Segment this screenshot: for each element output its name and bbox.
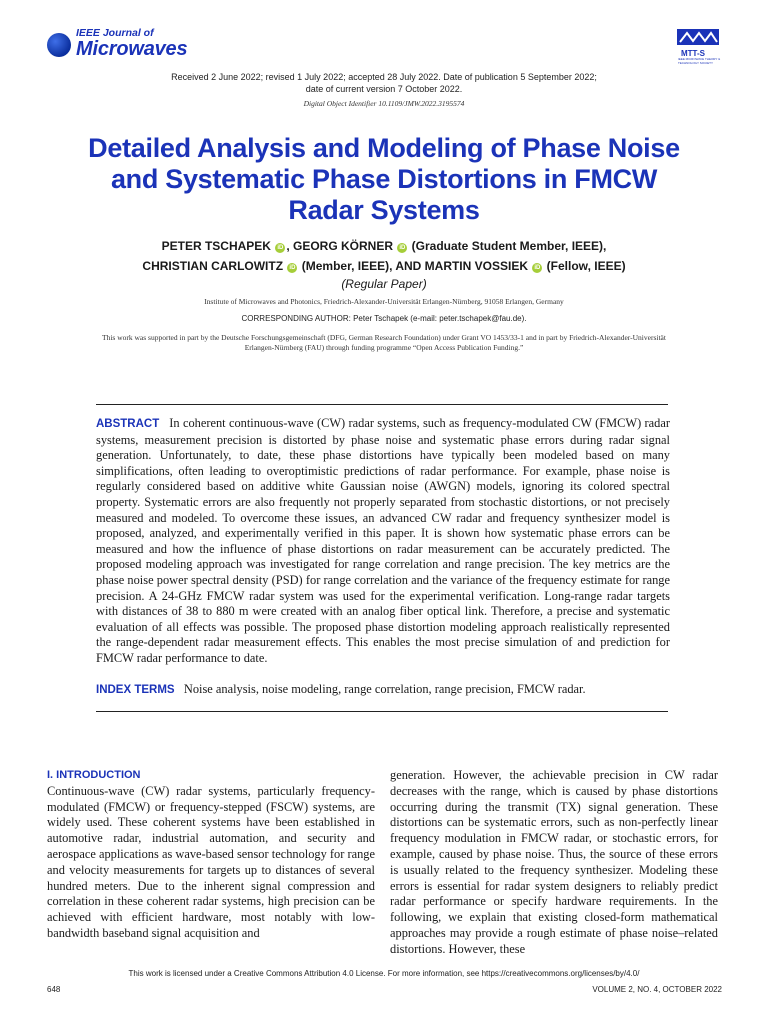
abstract-text: In coherent continuous-wave (CW) radar systems, such as frequency-modulated CW (FMCW) radar systems, measurement precision is distorted by phase noise and systematic phase errors during radar signal generation. Unfortunately, to date, these phase distortions have typically been modeled based on many simplifications, often leading to overoptimistic predictions of radar performance. For example, phase noise is regularly considered based on additive white Gaussian noise (AWGN) models, ignoring its colored spectral property. Systematic errors are also frequently not properly separated from stochastic distortions, or not precisely measured and modeled. To overcome these issues, an advanced CW radar and frequency synthesizer model is proposed, analyzed, and experimentally verified in this paper. It is shown how systematic phase errors can be measured and how the influence of phase distortions on radar measurement can be accurately predicted. The proposed modeling approach was investigated for range correlation and range precision. The key metrics are the phase noise power spectral density (PSD) for range correlation and the variance of the frequency estimate for range precision. A 24-GHz FMCW radar system was used for the experimental verification. Long-range radar targets with distances of 38 to 880 m were created with an analog fiber optical link. Therefore, a precise and systematic evaluation of all effects was possible. The proposed phase distortion modeling approach realistically represented the range-dependent radar measurement effects. This enables the most precise simulation of and prediction for FMCW radar performance to date. [96, 416, 671, 665]
affiliation: Institute of Microwaves and Photonics, Friedrich-Alexander-Universität Erlangen-Nürnberg, 91058 Erlangen, Germany [204, 297, 564, 306]
abstract-label: ABSTRACT [96, 418, 160, 430]
corresponding-author: CORRESPONDING AUTHOR: Peter Tschapek (e-mail: peter.tschapek@fau.de). [241, 314, 527, 323]
doi: Digital Object Identifier 10.1109/JMW.2022.3195574 [303, 99, 465, 108]
author-line-2 [60, 256, 708, 276]
volume-info: VOLUME 2, NO. 4, OCTOBER 2022 [592, 985, 722, 994]
journal-name: Microwaves [76, 38, 188, 60]
author-list [60, 236, 708, 276]
index-terms-text: Noise analysis, noise modeling, range correlation, range precision, FMCW radar. [183, 682, 586, 696]
divider-bottom [96, 711, 668, 712]
orcid-icon[interactable]: iD [399, 245, 406, 251]
intro-column-right [390, 768, 718, 958]
society-logo-subtext: IEEE MICROWAVE THEORY & TECHNOLOGY SOCIETY [678, 57, 721, 65]
author-name: , GEORG KÖRNER [286, 239, 393, 253]
index-terms [96, 681, 670, 698]
abstract [96, 416, 670, 667]
orcid-icon[interactable]: iD [277, 245, 284, 251]
mtts-emblem-icon [675, 27, 723, 49]
journal-name-small: IEEE Journal of [76, 27, 154, 39]
journal-globe-icon [47, 33, 71, 57]
orcid-icon[interactable]: iD [289, 265, 296, 271]
received-line-2: date of current version 7 October 2022. [305, 84, 463, 94]
author-name: PETER TSCHAPEK [161, 239, 271, 253]
author-affiliation-note: (Graduate Student Member, IEEE), [408, 239, 607, 253]
author-affiliation-note: (Member, IEEE), AND MARTIN VOSSIEK [298, 259, 528, 273]
license-note: This work is licensed under a Creative Commons Attribution 4.0 License. For more information, see https://creativecommons.org/licenses/by/4.0/ [128, 969, 640, 978]
society-logo-text: MTT-S [681, 49, 705, 58]
received-dates [60, 71, 708, 95]
paper-title: Detailed Analysis and Modeling of Phase Noise and Systematic Phase Distortions in FMCW Radar Systems [88, 133, 680, 225]
page-number: 648 [47, 985, 61, 994]
divider-top [96, 404, 668, 405]
paper-type: (Regular Paper) [341, 277, 427, 291]
received-line-1: Received 2 June 2022; revised 1 July 2022; accepted 28 July 2022. Date of publication 5 September 2022; [171, 72, 597, 82]
index-terms-label: INDEX TERMS [96, 684, 175, 696]
intro-text-left: Continuous-wave (CW) radar systems, particularly frequency-modulated (FMCW) or frequency-stepped (FSCW) systems, are widely used. These coherent systems have been established in automotive radar, industrial automation, and security and aerospace applications as wave-based sensor technology for range and velocity measurements for targets up to distances of several hundred meters. Due to the inherent signal compression and correlation in these coherent radar systems, high precision can be achieved with efficient hardware, most notably with low-bandwidth baseband signal acquisition and [47, 783, 375, 940]
section-heading: I. INTRODUCTION [47, 769, 141, 781]
funding-note: This work was supported in part by the Deutsche Forschungsgemeinschaft (DFG, German Research Foundation) under Grant VO 1453/33-1 and in part by Friedrich-Alexander-Universität Erlangen-Nürnberg (FAU) through funding programme “Open Access Publication Funding.” [102, 333, 666, 352]
journal-logo [47, 27, 222, 63]
orcid-icon[interactable]: iD [534, 265, 541, 271]
author-affiliation-note: (Fellow, IEEE) [543, 259, 626, 273]
intro-text-right: generation. However, the achievable precision in CW radar decreases with the range, which is caused by phase distortions occurring during the transmit (TX) signal generation. These distortions can be systematic errors, such as non-perfectly linear frequency modulation in FMCW radar, or stochastic errors, for example, caused by phase noise. Thus, the source of these errors is usually related to the frequency synthesizer. Modeling these errors is essential for radar system designers to reliably predict radar performance or specify hardware requirements. In the following, we explain that existing closed-form mathematical approaches may provide a rough estimate of phase noise–related distortions. However, these [390, 768, 718, 956]
society-logo [675, 27, 723, 71]
author-line-1 [60, 236, 708, 256]
intro-column-left [47, 768, 375, 942]
author-name: CHRISTIAN CARLOWITZ [142, 259, 284, 273]
